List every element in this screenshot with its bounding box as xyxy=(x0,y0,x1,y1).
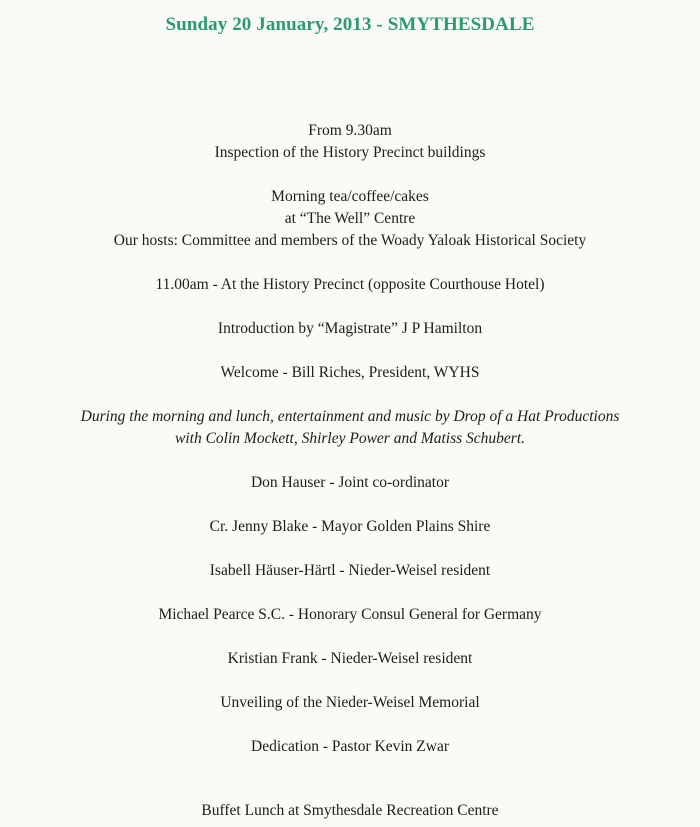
programme-line-inspection: Inspection of the History Precinct buildings xyxy=(214,144,486,161)
programme-line-start-time: From 9.30am xyxy=(308,122,392,139)
programme-line-speaker-pearce: Michael Pearce S.C. - Honorary Consul General for Germany xyxy=(158,606,542,623)
programme-line-buffet-lunch: Buffet Lunch at Smythesdale Recreation Centre xyxy=(201,802,499,819)
programme-line-dedication: Dedication - Pastor Kevin Zwar xyxy=(251,738,449,755)
programme-line-history-precinct: 11.00am - At the History Precinct (opposite Courthouse Hotel) xyxy=(155,276,545,293)
programme-line-speaker-hauser-hartl: Isabell Häuser-Härtl - Nieder-Weisel resident xyxy=(209,562,491,579)
programme-line-performers: with Colin Mockett, Shirley Power and Matiss Schubert. xyxy=(175,430,525,447)
programme-line-unveiling: Unveiling of the Nieder-Weisel Memorial xyxy=(220,694,480,711)
programme-line-hosts: Our hosts: Committee and members of the Woady Yaloak Historical Society xyxy=(113,232,587,249)
programme-line-morning-tea: Morning tea/coffee/cakes xyxy=(271,188,429,205)
programme-line-speaker-frank: Kristian Frank - Nieder-Weisel resident xyxy=(227,650,473,667)
programme-line-venue: at “The Well” Centre xyxy=(284,210,416,227)
event-heading: Sunday 20 January, 2013 - SMYTHESDALE xyxy=(165,14,535,35)
programme-line-speaker-blake: Cr. Jenny Blake - Mayor Golden Plains Shire xyxy=(209,518,491,535)
programme-line-entertainment: During the morning and lunch, entertainment and music by Drop of a Hat Productions xyxy=(80,408,620,425)
programme-line-speaker-hauser: Don Hauser - Joint co-ordinator xyxy=(250,474,449,491)
programme-line-welcome: Welcome - Bill Riches, President, WYHS xyxy=(220,364,480,381)
programme-line-introduction: Introduction by “Magistrate” J P Hamilton xyxy=(217,320,483,337)
